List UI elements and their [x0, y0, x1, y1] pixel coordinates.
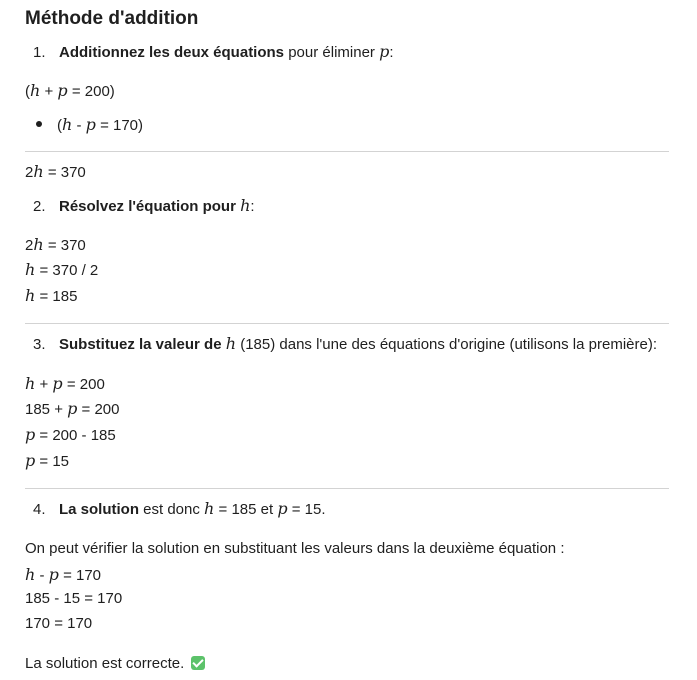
verify-intro: On peut vérifier la solution en substituant les valeurs dans la deuxième équation : — [25, 540, 565, 557]
subst-line-2: 185 + p = 200 — [25, 399, 120, 418]
divider — [25, 488, 669, 489]
step-heading: Résolvez l'équation pour — [59, 198, 241, 215]
page-title: Méthode d'addition — [25, 8, 199, 29]
step-heading: La solution — [59, 501, 139, 518]
verify-line-3: 170 = 170 — [25, 615, 93, 632]
white-check-mark-icon — [191, 656, 205, 670]
solve-line-2: h = 370 / 2 — [25, 260, 99, 279]
solve-line-3: h = 185 — [25, 286, 78, 305]
step-heading: Substituez la valeur de — [59, 336, 226, 353]
subst-line-1: h + p = 200 — [25, 374, 105, 393]
divider — [25, 323, 669, 324]
equation-1: (h + p = 200) — [25, 81, 115, 100]
subst-line-4: p = 15 — [25, 451, 70, 470]
conclusion: La solution est correcte. — [25, 655, 205, 672]
step-3: 3. Substituez la valeur de h (185) dans l'une des équations d'origine (utilisons la première): — [33, 334, 657, 353]
verify-line-1: h - p = 170 — [25, 565, 102, 584]
step-1: 1. Additionnez les deux équations pour éliminer p: — [33, 42, 394, 61]
step-number: 1. — [33, 44, 46, 61]
divider — [25, 151, 669, 152]
step-number: 4. — [33, 501, 46, 518]
sum-result: 2h = 370 — [25, 162, 86, 181]
step-number: 3. — [33, 336, 46, 353]
step-heading: Additionnez les deux équations — [59, 44, 285, 61]
bullet — [36, 121, 42, 127]
solve-line-1: 2h = 370 — [25, 235, 86, 254]
step-2: 2. Résolvez l'équation pour h: — [33, 196, 255, 215]
verify-line-2: 185 - 15 = 170 — [25, 590, 123, 607]
step-4: 4. La solution est donc h = 185 et p = 15. — [33, 499, 326, 518]
subst-line-3: p = 200 - 185 — [25, 425, 116, 444]
step-number: 2. — [33, 198, 46, 215]
equation-2: (h - p = 170) — [57, 115, 144, 134]
